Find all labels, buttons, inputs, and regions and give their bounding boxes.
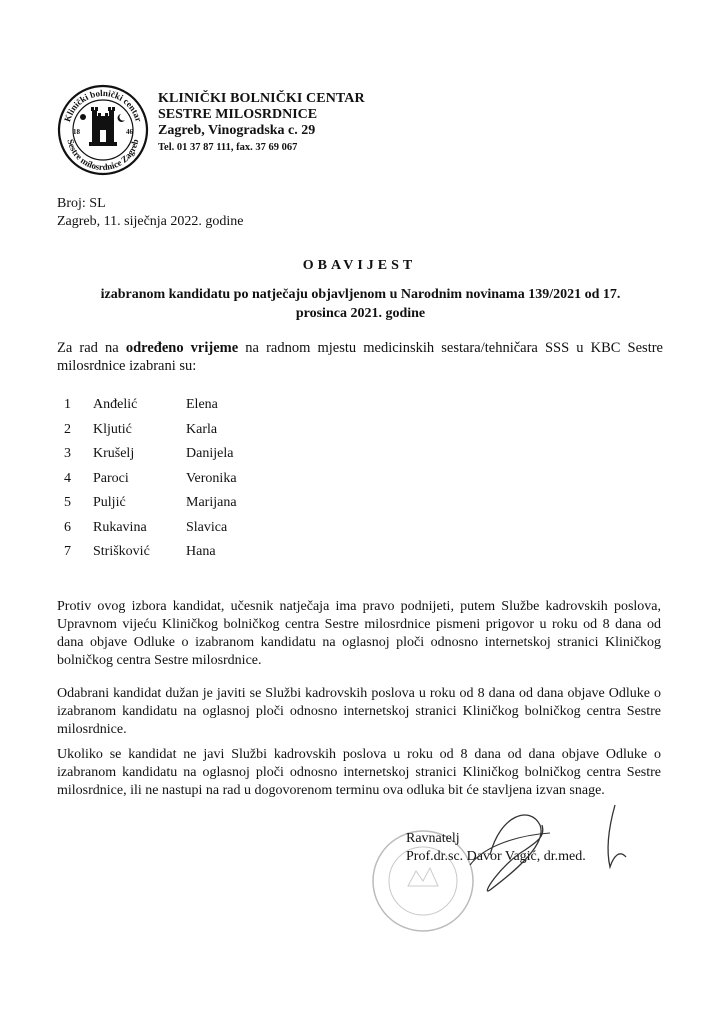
candidate-number: 1 (64, 397, 71, 412)
handwritten-signature (430, 795, 630, 905)
institution-name-2: SESTRE MILOSRDNICE (158, 107, 318, 122)
candidate-number: 7 (64, 544, 71, 559)
candidate-name: Marijana (186, 495, 237, 510)
institution-address: Zagreb, Vinogradska c. 29 (158, 123, 316, 138)
signatory-name: Prof.dr.sc. Davor Vagić, dr.med. (406, 849, 586, 864)
logo-text-bottom: Sestre milosrdnice Zagreb (65, 138, 141, 173)
signatory-role: Ravnatelj (406, 831, 460, 846)
document-meta (57, 195, 243, 231)
candidate-surname: Anđelić (93, 397, 138, 412)
candidate-surname: Rukavina (93, 519, 147, 535)
logo-year-right: 46 (126, 128, 133, 136)
candidate-name: Veronika (186, 470, 237, 486)
candidate-surname: Puljić (93, 495, 126, 510)
candidate-surname: Paroci (93, 470, 129, 486)
intro-after: na radnom mjestu medicinskih sestara/tehničara SSS u KBC Sestre milosrdnice izabrani su: (57, 340, 663, 374)
revocation-paragraph: Ukoliko se kandidat ne javi Službi kadrovskih poslova u roku od 8 dana od dana objave Odluke o izabranom kandidatu na oglasnoj ploči odnosno internetskoj stranici Kliničkog bolničkog centra Sestre milosrdnice, ili ne nastupi na rad u dogovorenom terminu ova odluka bit će stavljena izvan snage. (57, 747, 661, 798)
candidate-number: 2 (64, 421, 71, 437)
candidate-number: 6 (64, 519, 71, 535)
intro-bold: određeno vrijeme (125, 340, 239, 356)
candidate-number: 5 (64, 495, 71, 510)
document-number: Broj: SL (57, 196, 106, 211)
objection-paragraph: Protiv ovog izbora kandidat, učesnik natječaja ima pravo podnijeti, putem Službe kadrovskih poslova, Upravnom vijeću Kliničkog bolničkog centra Sestre milosrdnice pismeni prigovor u roku od 8 dana od dana objave Odluke o izabranom kandidatu na oglasnoj ploči odnosno internetskoj stranici Kliničkog bolničkog centra Sestre milosrdnice. (57, 599, 661, 668)
hospital-logo (57, 84, 149, 176)
candidate-name: Karla (186, 421, 218, 437)
document-date: Zagreb, 11. siječnja 2022. godine (57, 214, 244, 229)
logo-year-left: 18 (73, 128, 80, 136)
candidate-number: 4 (64, 470, 71, 486)
candidate-name: Danijela (186, 446, 234, 461)
candidate-name: Slavica (186, 519, 228, 535)
candidate-surname: Kljutić (93, 421, 132, 437)
candidate-name: Elena (186, 397, 218, 412)
intro-paragraph (57, 339, 663, 375)
document-subtitle: izabranom kandidatu po natječaju objavljenom u Narodnim novinama 139/2021 od 17. prosinca 2021. godine (100, 287, 621, 321)
institution-contact: Tel. 01 37 87 111, fax. 37 69 067 (158, 142, 298, 153)
document-title: OBAVIJEST (302, 258, 417, 273)
logo-text-top: Klinički bolnički centar (62, 87, 144, 123)
candidate-surname: Strišković (93, 544, 150, 559)
institution-header (158, 91, 365, 156)
candidate-surname: Krušelj (93, 446, 135, 461)
candidate-number: 3 (64, 446, 71, 461)
report-paragraph: Odabrani kandidat dužan je javiti se Službi kadrovskih poslova u roku od 8 dana od dana objave Odluke o izabranom kandidatu na oglasnoj ploči odnosno internetskoj stranici Kliničkog bolničkog centra Sestre milosrdnice. (57, 686, 661, 737)
candidate-name: Hana (186, 544, 216, 559)
institution-name: KLINIČKI BOLNIČKI CENTAR (158, 91, 365, 106)
intro-before: Za rad na (57, 340, 126, 356)
